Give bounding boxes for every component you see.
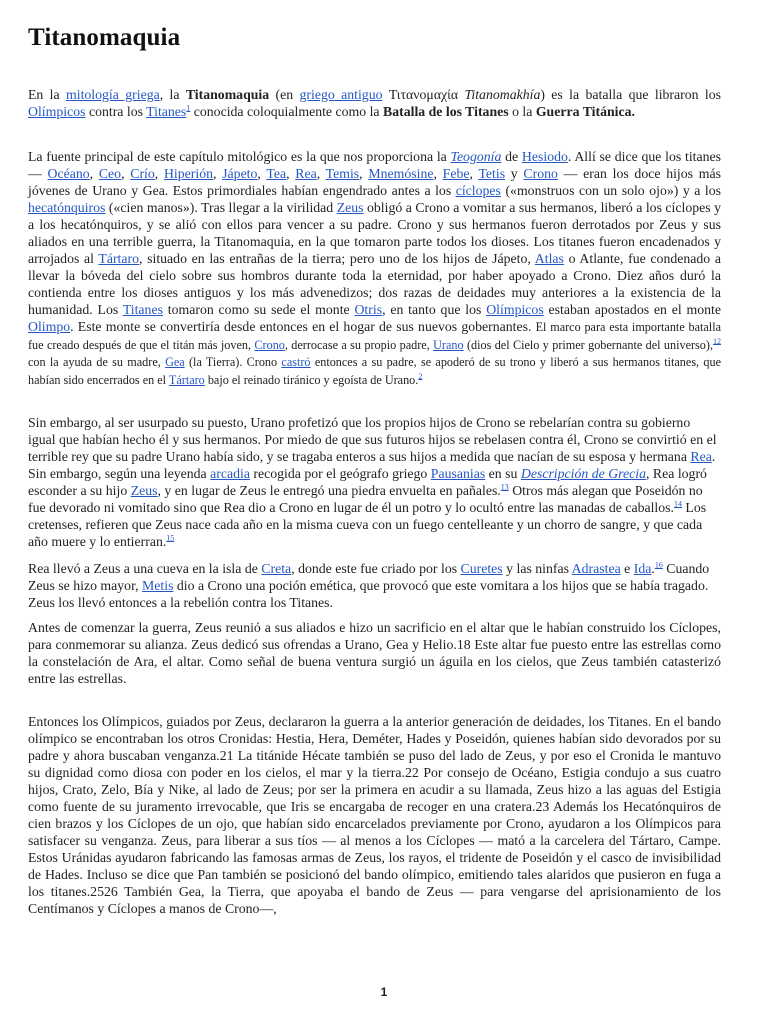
text: entonces a su padre, se apoderó de su trono y liberó a sus hermanos titanes, que habían sido encerrados en el — [28, 355, 721, 387]
text: , derrocase a su propio padre, — [284, 337, 434, 352]
link-hecatonquiros[interactable]: hecatónquiros — [28, 200, 106, 215]
text: Sin embargo, al ser usurpado su puesto, Urano profetizó que los propios hijos de Crono se rebelarían contra su gobierno igual que habían hecho él y sus hermanos. Por miedo de que sus futuros hijos se rebelasen contra él, Crono se convirtió en el terrible rey que su padre Urano había sido, y se tragaba enteros a sus hijos a medida que nacían de su esposa y hermana — [28, 415, 717, 464]
text: Rea llevó a Zeus a una cueva en la isla de — [28, 561, 262, 576]
text: contra los — [85, 104, 147, 119]
text: . Sin embargo, según una leyenda — [28, 449, 716, 481]
text: , — [89, 166, 99, 181]
text: tomaron como su sede el monte — [162, 302, 355, 317]
link-creta[interactable]: Creta — [261, 561, 292, 576]
footnote-ref[interactable]: 2 — [418, 371, 423, 381]
link-titanes-2[interactable]: Titanes — [122, 302, 163, 317]
link-olimpicos-2[interactable]: Olímpicos — [486, 302, 544, 317]
text: , — [316, 166, 326, 181]
link-ciclopes[interactable]: cíclopes — [455, 183, 501, 198]
link-hesiodo[interactable]: Hesiodo — [521, 149, 568, 164]
text: («cien manos»). Tras llegar a la virilidad — [105, 200, 337, 215]
link-atlas[interactable]: Atlas — [534, 251, 564, 266]
link-crio[interactable]: Crío — [130, 166, 155, 181]
text: de — [501, 149, 522, 164]
link-ida[interactable]: Ida — [633, 561, 652, 576]
text: Cuando Zeus se hizo mayor, — [28, 561, 710, 593]
link-crono[interactable]: Crono — [523, 166, 558, 181]
text: estaban apostados en el monte — [543, 302, 721, 317]
text: con la ayuda de su madre, — [28, 355, 166, 369]
term-titanomaquia: Titanomaquia — [185, 87, 270, 102]
text: Los cretenses, refieren que Zeus nace cada año en la misma cueva con un fuego centelleante y un chorro de sangre, y que cada año muere y lo entierran. — [28, 500, 707, 549]
link-teogonia[interactable]: Teogonía — [450, 149, 502, 164]
text: Τιτανομαχία — [382, 87, 465, 102]
page-title: Titanomaquia — [28, 24, 181, 51]
link-curetes[interactable]: Curetes — [460, 561, 503, 576]
link-temis[interactable]: Temis — [325, 166, 360, 181]
footnote-ref[interactable]: 12 — [713, 336, 721, 346]
link-pausanias[interactable]: Pausanias — [430, 466, 486, 481]
link-oceano[interactable]: Océano — [47, 166, 90, 181]
link-zeus-2[interactable]: Zeus — [130, 483, 158, 498]
link-mitologia-griega[interactable]: mitología griega — [66, 87, 160, 102]
link-ceo[interactable]: Ceo — [98, 166, 122, 181]
text: ) es la batalla que libraron los — [540, 87, 721, 102]
term-guerra: Guerra Titánica. — [535, 104, 635, 119]
footnote-ref[interactable]: 1 — [186, 103, 191, 113]
text: recogida por el geógrafo griego — [249, 466, 431, 481]
text: , — [433, 166, 443, 181]
link-zeus[interactable]: Zeus — [336, 200, 364, 215]
text: o Atlante, fue condenado a llevar la bóveda del cielo sobre sus hombros durante toda la eternidad, por haber apoyado a Crono. Diez años duró la contienda entre los dioses antiguos y los más advenedizos; dos razas de deidades muy anteriores a la existencia de la humanidad. Los — [28, 251, 721, 317]
text: , — [359, 166, 369, 181]
term-batalla: Batalla de los Titanes — [383, 104, 509, 119]
page-number: 1 — [380, 985, 388, 999]
text: bajo el reinado tiránico y egoísta de Urano. — [204, 372, 419, 387]
link-crono-2[interactable]: Crono — [254, 337, 285, 352]
text: . Este monte se convertiría desde entonces en el hogar de sus nuevos gobernantes. — [70, 319, 536, 334]
link-japeto[interactable]: Jápeto — [222, 166, 258, 181]
text: dio a Crono una poción emética, que provocó que este vomitara a los hijos que se había tragado. Zeus los llevó entonces a la rebelión contra los Titanes. — [28, 578, 709, 610]
text: , Rea logró esconder a su hijo — [28, 466, 707, 498]
link-rea-2[interactable]: Rea — [690, 449, 712, 464]
link-tartaro-2[interactable]: Tártaro — [168, 372, 205, 387]
link-otris[interactable]: Otris — [354, 302, 383, 317]
link-tartaro[interactable]: Tártaro — [98, 251, 139, 266]
link-febe[interactable]: Febe — [442, 166, 470, 181]
text: («monstruos con un solo ojo») y a los — [500, 183, 721, 198]
intro-paragraph — [28, 86, 721, 120]
text: , y en lugar de Zeus le entregó una piedra envuelta en pañales. — [157, 483, 501, 498]
text: y las ninfas — [502, 561, 572, 576]
war-paragraph: Entonces los Olímpicos, guiados por Zeus, declararon la guerra a la anterior generación de deidades, los Titanes. En el bando olímpico se encontraban los otros Cronidas: Hestia, Hera, Deméter, Hades y Poseidón, quienes habían sido devorados por su padre y ahora buscaban venganza.21 La titánide Hécate también se puso del lado de Zeus, y por eso el Cronida le mantuvo su dignidad como diosa con poder en los cielos, el mar y la tierra.22 Por consejo de Océano, Estigia condujo a sus cuatro hijos, Crato, Zelo, Bía y Nike, al lado de Zeus; por ser la primera en acudir a su llamada, Zeus hizo a las aguas del Estigia como fuente de su juramento irrevocable, que Iris se encargaba de recoger en una cratera.23 Además los Hecatónquiros de cien brazos y los Cíclopes de un ojo, que habían sido encarcelados previamente por Crono, ayudaron a los Olímpicos para satisfacer su venganza. Zeus, para liberar a sus tíos — al menos a los Cíclopes — mató a la carcelera del Tártaro, Campe. Estos Uránidas ayudaron fabricando las famosas armas de Zeus, los rayos, el tridente de Poseidón y el casco de invisibilidad de Hades. Incluso se dice que Pan también se posicionó del bando olímpico, emitiendo tales alaridos que pusieron en fuga a los titanes.2526 También Gea, la Tierra, que apoyaba el bando de Zeus — para vengarse del aprisionamiento de los Centímanos y Cíclopes a manos de Crono—, — [28, 714, 721, 916]
text: . — [651, 561, 655, 576]
text: , situado en las entrañas de la tierra; pero uno de los hijos de Jápeto, — [139, 251, 535, 266]
link-hiperion[interactable]: Hiperión — [163, 166, 213, 181]
link-griego-antiguo[interactable]: griego antiguo — [299, 87, 383, 102]
link-olimpicos[interactable]: Olímpicos — [28, 104, 86, 119]
text: Otros más alegan que Poseidón no fue devorado ni vomitado sino que Rea dio a Crono en lugar de él un potro y lo ocultó entre las manadas de caballos. — [28, 483, 703, 515]
document-page — [28, 24, 721, 917]
footnote-ref[interactable]: 16 — [654, 560, 663, 570]
text: En la — [28, 87, 66, 102]
text: , en tanto que los — [382, 302, 487, 317]
link-urano[interactable]: Urano — [433, 337, 464, 352]
link-arcadia[interactable]: arcadia — [210, 466, 250, 481]
text: en su — [485, 466, 521, 481]
text: (la Tierra). Crono — [184, 355, 282, 369]
link-castro[interactable]: castró — [281, 355, 311, 369]
link-titanes[interactable]: Titanes — [146, 104, 187, 119]
text: , donde este fue criado por los — [291, 561, 461, 576]
text: conocida coloquialmente como la — [190, 104, 384, 119]
text: — eran los doce hijos más jóvenes de Urano y Gea. Estos primordiales habían engendrado antes a los — [28, 166, 721, 198]
link-olimpo[interactable]: Olimpo — [28, 319, 71, 334]
text: (dios del Cielo y primer gobernante del universo), — [463, 337, 713, 352]
term-titanomakhia: Titanomakhía — [464, 87, 541, 102]
text: (en — [269, 87, 300, 102]
text: o la — [508, 104, 536, 119]
text: , — [213, 166, 223, 181]
link-mnemosine[interactable]: Mnemósine — [368, 166, 434, 181]
text: . Allí se dice que los titanes — — [28, 149, 722, 181]
link-metis[interactable]: Metis — [142, 578, 174, 593]
sources-paragraph — [28, 148, 721, 388]
link-descripcion-de-grecia[interactable]: Descripción de Grecia — [520, 466, 647, 481]
text: y — [505, 166, 524, 181]
link-adrastea[interactable]: Adrastea — [571, 561, 621, 576]
crete-paragraph — [28, 560, 721, 611]
link-rea[interactable]: Rea — [295, 166, 317, 181]
footnote-ref[interactable]: 15 — [166, 533, 175, 543]
text: , — [121, 166, 131, 181]
text: La fuente principal de este capítulo mitológico es la que nos proporciona la — [28, 149, 451, 164]
altar-paragraph: Antes de comenzar la guerra, Zeus reunió a sus aliados e hizo un sacrificio en el altar que le habían construido los Cíclopes, para conmemorar su alianza. Zeus dedicó sus ofrendas a Urano, Gea y Helio.18 Este altar fue puesto entre las estrellas como la constelación de Ara, el altar. Como señal de buena ventura surgió un águila en los cielos, que Zeus también catasterizó entre las estrellas. — [28, 620, 721, 686]
footnote-ref[interactable]: 14 — [673, 499, 682, 509]
text: , la — [159, 87, 186, 102]
text: , — [286, 166, 296, 181]
link-tea[interactable]: Tea — [266, 166, 287, 181]
prophecy-paragraph — [28, 414, 721, 550]
link-gea[interactable]: Gea — [165, 355, 185, 369]
text: e — [620, 561, 634, 576]
text: El marco para esta importante batalla fue creado después de que el titán más joven, — [28, 320, 721, 352]
text: , — [257, 166, 267, 181]
link-tetis[interactable]: Tetis — [478, 166, 506, 181]
text: , — [469, 166, 479, 181]
footnote-ref[interactable]: 13 — [500, 482, 509, 492]
text: , — [154, 166, 164, 181]
text: obligó a Crono a vomitar a sus hermanos, liberó a los cíclopes y a los hecatónquiros, y se alió con ellos para vencer a su padre. Crono y sus hermanos fueron derrotados por Zeus y sus aliados en una terrible guerra, la Titanomaquia, en la que tomaron parte todos los dioses. Los titanes fueron encadenados y arrojados al — [28, 200, 722, 266]
